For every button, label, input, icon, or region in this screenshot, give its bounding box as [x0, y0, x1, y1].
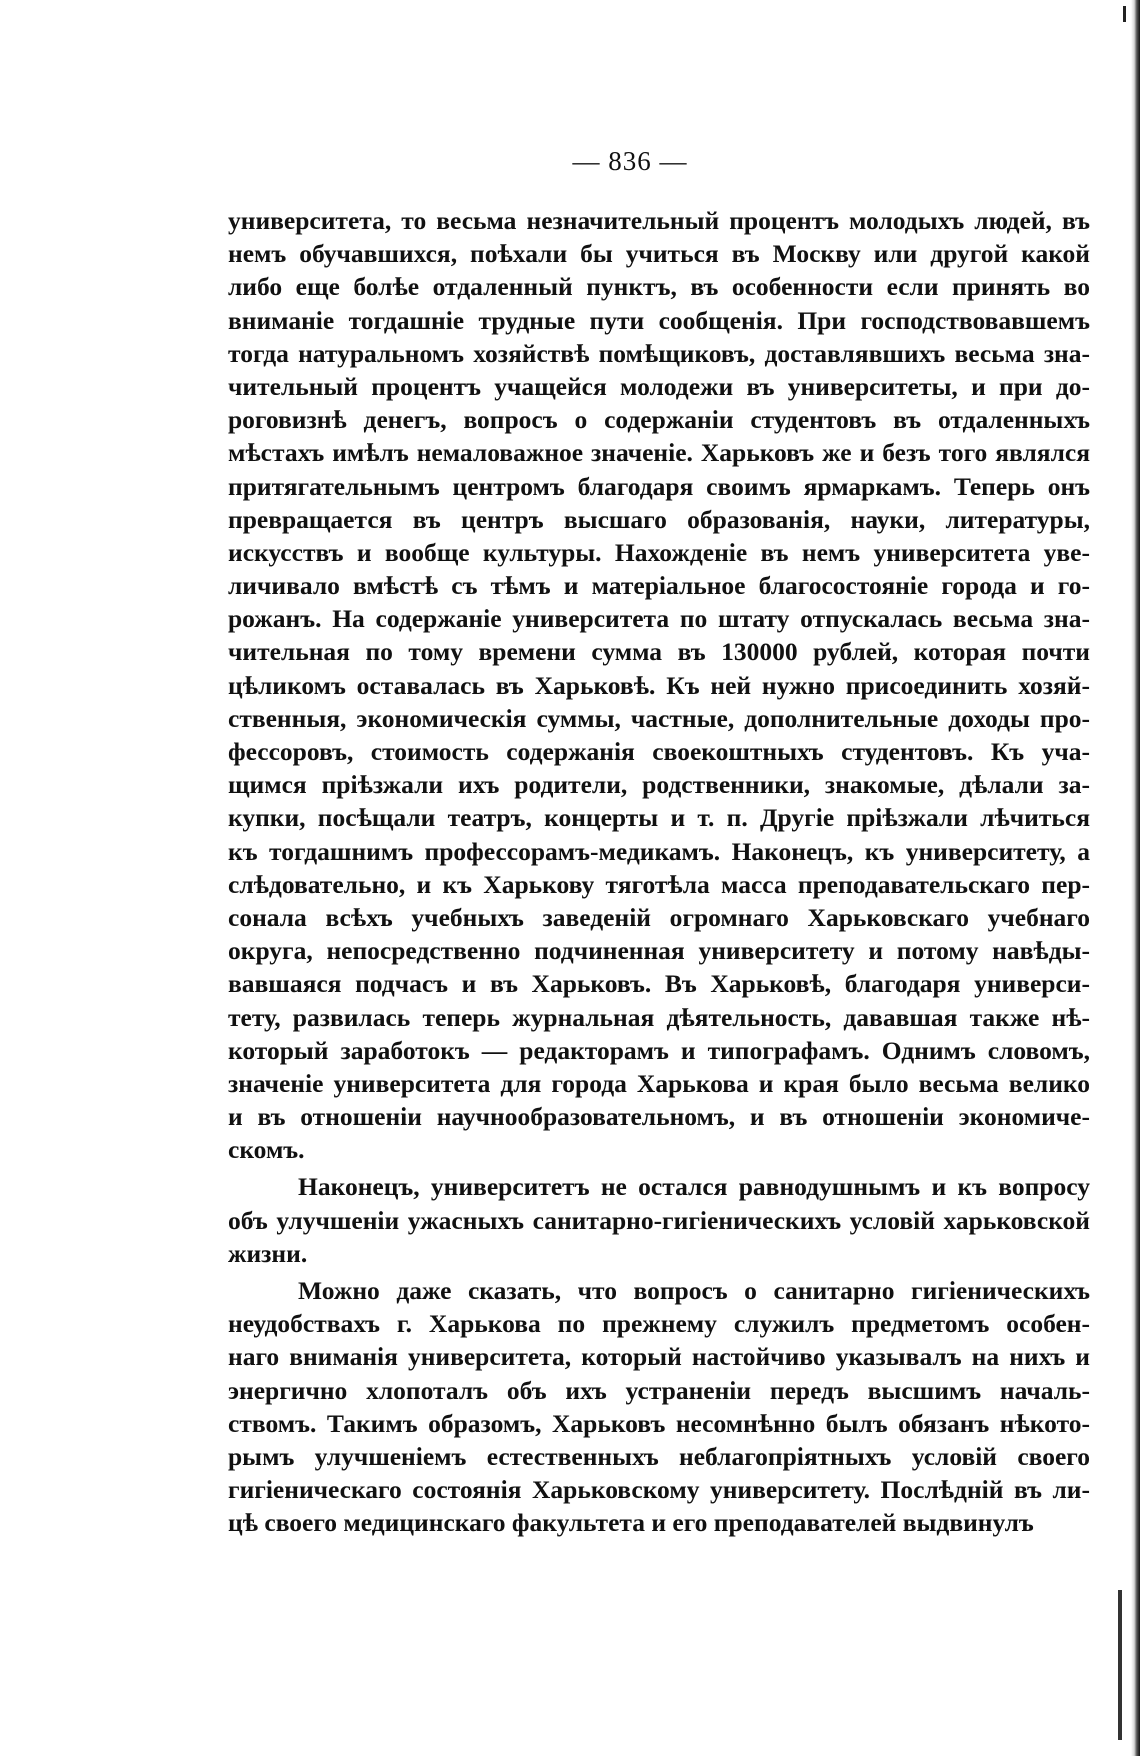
- paragraph: [228, 1170, 1090, 1270]
- text-line: Можно даже сказать, что вопросъ о санитарно гигіеническихъ: [298, 1276, 1090, 1305]
- text-line: тету, развилась теперь журнальная дѣятельность, дававшая также нѣ-: [228, 1002, 1090, 1032]
- text-line: либо еще болѣе отдаленный пунктъ, въ особенности если принять во: [228, 272, 1090, 302]
- body-text: [228, 204, 1090, 1540]
- page-number: — 836 —: [572, 146, 688, 176]
- text-line: вавшаяся подчасъ и въ Харьковъ. Въ Харьковѣ, благодаря универси-: [228, 969, 1090, 999]
- text-line: вниманіе тогдашніе трудные пути сообщенія. При господствовавшемъ: [228, 305, 1090, 335]
- text-line: притягательнымъ центромъ благодаря своимъ ярмаркамъ. Теперь онъ: [228, 471, 1090, 501]
- text-line: неудобствахъ г. Харькова по прежнему служилъ предметомъ особен-: [228, 1309, 1090, 1339]
- text-line: гигіеническаго состоянія Харьковскому университету. Послѣдній въ ли-: [228, 1475, 1090, 1505]
- text-line: чительная по тому времени сумма въ 130000 рублей, которая почти: [228, 637, 1090, 667]
- text-line: искусствъ и вообще культуры. Нахожденіе въ немъ университета уве-: [228, 537, 1090, 567]
- text-line: щимся пріѣзжали ихъ родители, родственники, знакомые, дѣлали за-: [228, 770, 1090, 800]
- text-line: слѣдовательно, и къ Харькову тяготѣла масса преподавательскаго пер-: [228, 869, 1090, 899]
- text-line: жизни.: [228, 1238, 308, 1268]
- text-line: цѣ своего медицинскаго факультета и его преподавателей выдвинулъ: [228, 1508, 1034, 1538]
- text-line: превращается въ центръ высшаго образованія, науки, литературы,: [228, 504, 1090, 534]
- text-line: и въ отношеніи научнообразовательномъ, и въ отношеніи экономиче-: [228, 1102, 1090, 1132]
- text-line: скомъ.: [228, 1135, 305, 1165]
- text-line: рожанъ. На содержаніе университета по штату отпускалась весьма зна-: [228, 604, 1090, 634]
- text-line: чительный процентъ учащейся молодежи въ университеты, и при до-: [228, 371, 1090, 401]
- text-line: мѣстахъ имѣлъ немаловажное значеніе. Харьковъ же и безъ того являлся: [228, 438, 1090, 468]
- text-line: цѣликомъ оставалась въ Харьковѣ. Къ ней нужно присоединить хозяй-: [228, 670, 1090, 700]
- paragraph: [228, 1274, 1090, 1540]
- text-line: тогда натуральномъ хозяйствѣ помѣщиковъ, доставлявшихъ весьма зна-: [228, 338, 1090, 368]
- text-line: наго вниманія университета, который настойчиво указывалъ на нихъ и: [228, 1342, 1090, 1372]
- text-line: купки, посѣщали театръ, концерты и т. п. Другіе пріѣзжали лѣчиться: [228, 803, 1090, 833]
- text-line: сонала всѣхъ учебныхъ заведеній огромнаго Харьковскаго учебнаго: [228, 902, 1090, 932]
- text-line: ствомъ. Такимъ образомъ, Харьковъ несомнѣнно былъ обязанъ нѣкото-: [228, 1408, 1090, 1438]
- text-line: округа, непосредственно подчиненная университету и потому навѣды-: [228, 936, 1090, 966]
- scan-mark: [1123, 6, 1126, 22]
- text-line: Наконецъ, университетъ не остался равнодушнымъ и къ вопросу: [298, 1172, 1090, 1202]
- paragraph: [228, 204, 1090, 1166]
- text-line: фессоровъ, стоимость содержанія своекоштныхъ студентовъ. Къ уча-: [228, 737, 1090, 766]
- text-line: университета, то весьма незначительный процентъ молодыхъ людей, въ: [228, 206, 1090, 235]
- text-line: ственныя, экономическія суммы, частные, дополнительные доходы про-: [228, 703, 1090, 733]
- text-line: роговизнѣ денегъ, вопросъ о содержаніи студентовъ въ отдаленныхъ: [228, 405, 1090, 435]
- scan-edge-shadow: [1131, 0, 1140, 1756]
- text-line: личивало вмѣстѣ съ тѣмъ и матеріальное благосостояніе города и го-: [228, 571, 1090, 601]
- text-line: объ улучшеніи ужасныхъ санитарно-гигіеническихъ условій харьковской: [228, 1205, 1090, 1235]
- text-line: къ тогдашнимъ профессорамъ-медикамъ. Наконецъ, къ университету, а: [228, 836, 1090, 866]
- text-line: немъ обучавшихся, поѣхали бы учиться въ Москву или другой какой: [228, 239, 1090, 269]
- text-line: рымъ улучшеніемъ естественныхъ неблагопріятныхъ условій своего: [228, 1441, 1090, 1471]
- scan-mark: [1118, 1590, 1122, 1740]
- text-line: который заработокъ — редакторамъ и типографамъ. Однимъ словомъ,: [228, 1035, 1090, 1065]
- text-line: значеніе университета для города Харькова и края было весьма велико: [228, 1068, 1090, 1098]
- text-line: энергично хлопоталъ объ ихъ устраненіи передъ высшимъ началь-: [228, 1375, 1090, 1405]
